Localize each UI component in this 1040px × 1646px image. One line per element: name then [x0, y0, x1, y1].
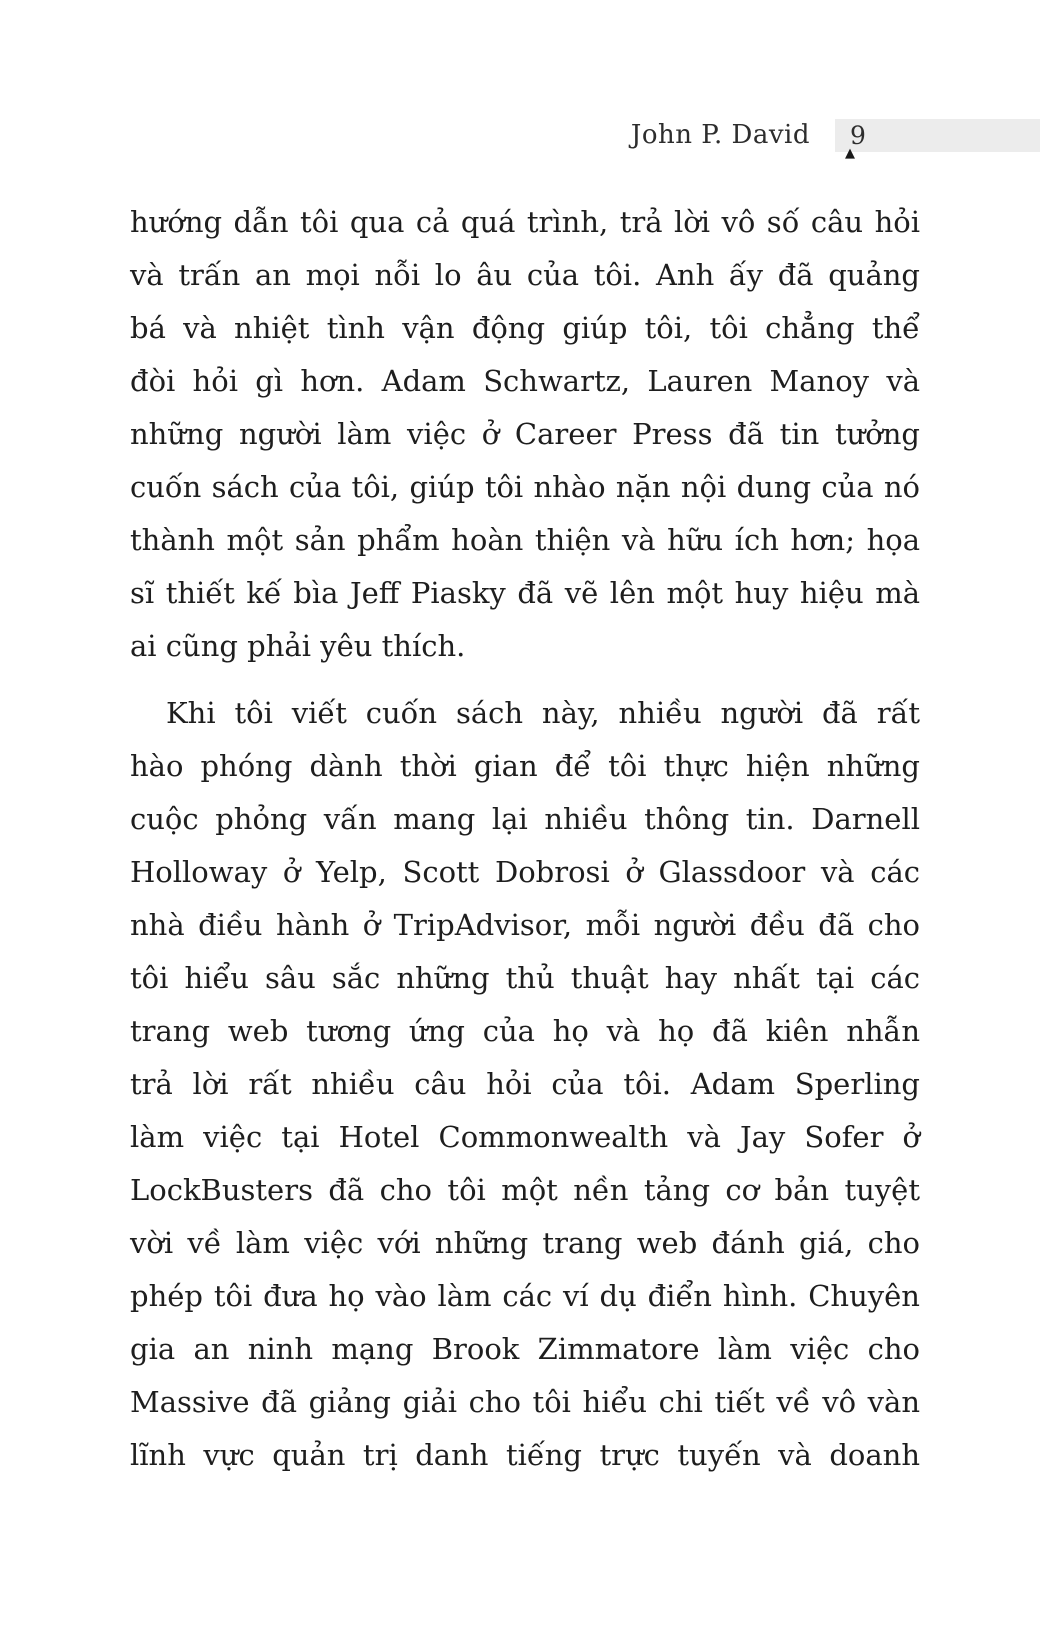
text-line: những người làm việc ở Career Press đã tin tưởng	[130, 417, 920, 451]
text-line: vời về làm việc với những trang web đánh giá, cho	[130, 1226, 920, 1260]
running-header-author: John P. David	[630, 120, 810, 150]
text-line: hào phóng dành thời gian để tôi thực hiện những	[130, 749, 920, 783]
text-line: Khi tôi viết cuốn sách này, nhiều người đã rất	[166, 696, 920, 730]
text-line: nhà điều hành ở TripAdvisor, mỗi người đều đã cho	[130, 908, 920, 942]
text-line: bá và nhiệt tình vận động giúp tôi, tôi chẳng thể	[130, 311, 920, 345]
page-number-bar	[835, 119, 1040, 152]
page-number: 9	[850, 121, 866, 150]
paragraph	[130, 196, 920, 673]
text-line: Massive đã giảng giải cho tôi hiểu chi tiết về vô vàn	[130, 1385, 920, 1419]
text-line: cuộc phỏng vấn mang lại nhiều thông tin. Darnell	[130, 802, 920, 836]
text-line: phép tôi đưa họ vào làm các ví dụ điển hình. Chuyên	[130, 1279, 920, 1313]
text-line: trang web tương ứng của họ và họ đã kiên nhẫn	[130, 1014, 920, 1048]
text-line: hướng dẫn tôi qua cả quá trình, trả lời vô số câu hỏi	[130, 205, 920, 239]
text-line: thành một sản phẩm hoàn thiện và hữu ích hơn; họa	[130, 523, 920, 557]
text-line: Holloway ở Yelp, Scott Dobrosi ở Glassdoor và các	[130, 855, 920, 889]
page-body	[130, 196, 920, 1482]
text-line: gia an ninh mạng Brook Zimmatore làm việc cho	[130, 1332, 920, 1366]
text-line: tôi hiểu sâu sắc những thủ thuật hay nhất tại các	[130, 961, 920, 995]
text-line: và trấn an mọi nỗi lo âu của tôi. Anh ấy đã quảng	[130, 258, 920, 292]
text-line: cuốn sách của tôi, giúp tôi nhào nặn nội dung của nó	[130, 470, 920, 504]
paragraph	[130, 687, 920, 1482]
text-line: LockBusters đã cho tôi một nền tảng cơ bản tuyệt	[130, 1173, 920, 1207]
text-line: làm việc tại Hotel Commonwealth và Jay Sofer ở	[130, 1120, 920, 1154]
text-line: sĩ thiết kế bìa Jeff Piasky đã vẽ lên một huy hiệu mà	[130, 576, 920, 610]
text-line: ai cũng phải yêu thích.	[130, 629, 466, 663]
triangle-up-icon: ▲	[845, 146, 855, 161]
text-line: đòi hỏi gì hơn. Adam Schwartz, Lauren Manoy và	[130, 364, 920, 398]
text-line: trả lời rất nhiều câu hỏi của tôi. Adam Sperling	[130, 1067, 920, 1101]
text-line: lĩnh vực quản trị danh tiếng trực tuyến và doanh	[130, 1438, 920, 1472]
